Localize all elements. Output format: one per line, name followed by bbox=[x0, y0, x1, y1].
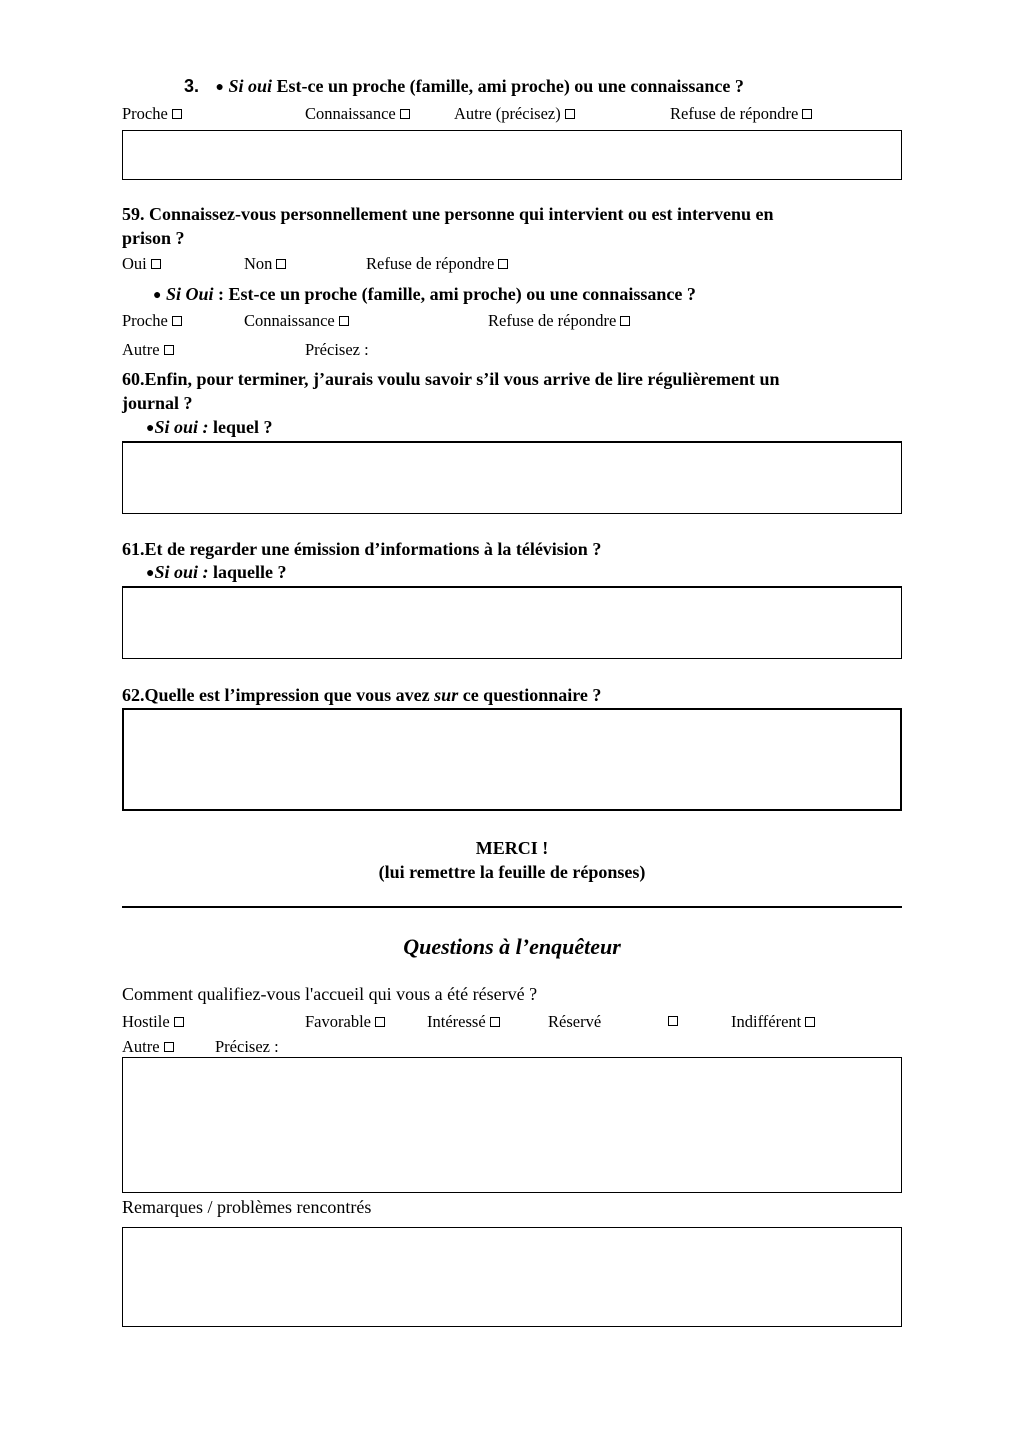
q59-option-label: Oui bbox=[122, 254, 147, 273]
accueil-question: Comment qualifiez-vous l'accueil qui vous a été réservé ? bbox=[122, 984, 538, 1004]
accueil-option-favorable[interactable] bbox=[305, 1012, 385, 1032]
q62-text-italic: sur bbox=[434, 685, 459, 705]
checkbox-icon[interactable] bbox=[172, 316, 182, 326]
q59-autre-option[interactable] bbox=[122, 340, 174, 360]
q3-option-label: Connaissance bbox=[305, 104, 396, 123]
accueil-autre-label: Autre bbox=[122, 1037, 160, 1056]
q3-number: 3. bbox=[184, 76, 200, 96]
q59-option-label: Non bbox=[244, 254, 273, 273]
q62-question bbox=[122, 683, 601, 707]
checkbox-icon[interactable] bbox=[565, 109, 575, 119]
q3-option-label: Refuse de répondre bbox=[670, 104, 799, 123]
checkbox-icon[interactable] bbox=[151, 259, 161, 269]
checkbox-icon[interactable] bbox=[498, 259, 508, 269]
accueil-option-hostile[interactable] bbox=[122, 1012, 184, 1032]
q60-question bbox=[122, 367, 779, 415]
q3-option-label: Proche bbox=[122, 104, 168, 123]
q59-option-label: Refuse de répondre bbox=[366, 254, 495, 273]
accueil-option-reserve[interactable] bbox=[548, 1012, 601, 1032]
q3-option-label: Autre (précisez) bbox=[454, 104, 561, 123]
q3-heading bbox=[184, 76, 744, 97]
q59-option-refuse[interactable] bbox=[366, 254, 508, 274]
q60-sub-question bbox=[146, 417, 273, 438]
q3-condition: Si oui bbox=[228, 76, 273, 96]
remarques-answer-box[interactable] bbox=[122, 1227, 902, 1327]
q59-line1: 59. Connaissez-vous personnellement une personne qui intervient ou est intervenu en bbox=[122, 204, 774, 224]
q59-sub-option-label: Refuse de répondre bbox=[488, 311, 617, 330]
remarques-label: Remarques / problèmes rencontrés bbox=[122, 1197, 372, 1217]
checkbox-icon[interactable] bbox=[490, 1017, 500, 1027]
q60-line2: journal ? bbox=[122, 393, 193, 413]
q61-answer-box[interactable] bbox=[122, 586, 902, 659]
q3-text: Est-ce un proche (famille, ami proche) ou une connaissance ? bbox=[272, 76, 744, 96]
accueil-option-label: Réservé bbox=[548, 1012, 602, 1031]
q60-answer-box[interactable] bbox=[122, 441, 902, 514]
section-divider bbox=[122, 906, 902, 908]
checkbox-icon[interactable] bbox=[620, 316, 630, 326]
checkbox-icon[interactable] bbox=[164, 345, 174, 355]
accueil-option-indifferent[interactable] bbox=[731, 1012, 815, 1032]
q59-question bbox=[122, 202, 774, 250]
q59-option-non[interactable] bbox=[244, 254, 286, 274]
q59-sub-option-connaissance[interactable] bbox=[244, 311, 349, 331]
bullet-icon: ● bbox=[146, 421, 155, 436]
q62-text-after: ce questionnaire ? bbox=[458, 685, 602, 705]
enqueteur-heading: Questions à l’enquêteur bbox=[403, 934, 621, 959]
q61-sub-question bbox=[146, 562, 287, 583]
accueil-answer-box[interactable] bbox=[122, 1057, 902, 1193]
accueil-precisez-label: Précisez : bbox=[215, 1037, 279, 1056]
q61-question: 61.Et de regarder une émission d’informations à la télévision ? bbox=[122, 539, 602, 559]
checkbox-icon[interactable] bbox=[668, 1016, 678, 1026]
q3-option-connaissance[interactable] bbox=[305, 104, 410, 124]
checkbox-icon[interactable] bbox=[339, 316, 349, 326]
accueil-option-label: Favorable bbox=[305, 1012, 371, 1031]
q59-line2: prison ? bbox=[122, 228, 185, 248]
q59-sub-option-refuse[interactable] bbox=[488, 311, 630, 331]
q3-option-proche[interactable] bbox=[122, 104, 182, 124]
q3-option-refuse[interactable] bbox=[670, 104, 812, 124]
q61-sub-text: laquelle ? bbox=[208, 562, 287, 582]
q59-sub-option-proche[interactable] bbox=[122, 311, 182, 331]
q59-sub-option-label: Proche bbox=[122, 311, 168, 330]
accueil-option-label: Intéressé bbox=[427, 1012, 486, 1031]
bullet-icon: ● bbox=[146, 566, 155, 581]
bullet-icon: ● bbox=[215, 80, 224, 95]
checkbox-icon[interactable] bbox=[174, 1017, 184, 1027]
q62-text-before: 62.Quelle est l’impression que vous avez bbox=[122, 685, 435, 705]
accueil-autre-option[interactable] bbox=[122, 1037, 174, 1057]
q3-option-autre[interactable] bbox=[454, 104, 575, 124]
q60-sub-text: lequel ? bbox=[208, 417, 273, 437]
thanks-subtitle: (lui remettre la feuille de réponses) bbox=[378, 862, 646, 882]
accueil-option-interesse[interactable] bbox=[427, 1012, 500, 1032]
accueil-option-label: Indifférent bbox=[731, 1012, 802, 1031]
checkbox-icon[interactable] bbox=[164, 1042, 174, 1052]
checkbox-icon[interactable] bbox=[802, 109, 812, 119]
q59-option-oui[interactable] bbox=[122, 254, 161, 274]
q59-autre-label: Autre bbox=[122, 340, 160, 359]
bullet-icon: ● bbox=[153, 288, 162, 303]
q59-sub-option-label: Connaissance bbox=[244, 311, 335, 330]
checkbox-icon[interactable] bbox=[276, 259, 286, 269]
q59-sub-condition: Si Oui bbox=[165, 284, 214, 304]
q59-sub-question bbox=[153, 284, 696, 305]
q3-answer-box[interactable] bbox=[122, 130, 902, 180]
checkbox-icon[interactable] bbox=[172, 109, 182, 119]
checkbox-icon[interactable] bbox=[805, 1017, 815, 1027]
accueil-option-label: Hostile bbox=[122, 1012, 170, 1031]
q60-line1: 60.Enfin, pour terminer, j’aurais voulu savoir s’il vous arrive de lire régulièrement un bbox=[122, 369, 780, 389]
checkbox-icon[interactable] bbox=[375, 1017, 385, 1027]
q59-sub-text: : Est-ce un proche (famille, ami proche) ou une connaissance ? bbox=[213, 284, 696, 304]
q61-sub-condition: Si oui : bbox=[154, 562, 209, 582]
thanks-title: MERCI ! bbox=[475, 838, 549, 858]
q60-sub-condition: Si oui : bbox=[154, 417, 209, 437]
q59-precisez-label: Précisez : bbox=[305, 340, 369, 359]
q62-answer-box[interactable] bbox=[122, 708, 902, 811]
checkbox-icon[interactable] bbox=[400, 109, 410, 119]
